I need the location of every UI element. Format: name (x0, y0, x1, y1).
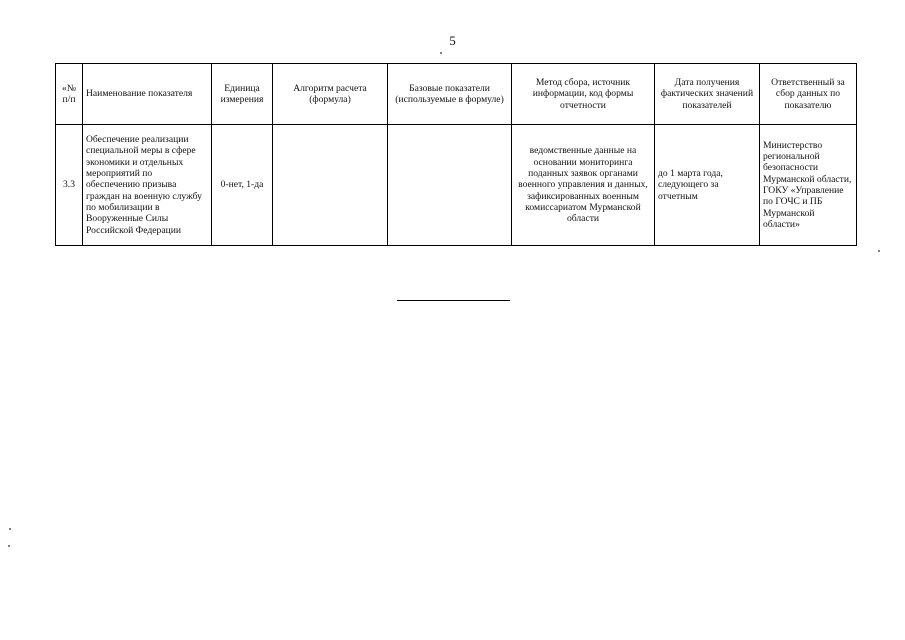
table-row (56, 125, 857, 246)
header-algorithm: Алгоритм расчета (формула) (273, 64, 388, 125)
indicator-table (55, 63, 857, 246)
cell-date: до 1 марта года, следующего за отчетным (655, 125, 760, 246)
header-unit: Единица измерения (212, 64, 273, 125)
cell-unit: 0-нет, 1-да (212, 125, 273, 246)
header-name: Наименование показателя (83, 64, 212, 125)
table-header-row (56, 64, 857, 125)
cell-algorithm (273, 125, 388, 246)
header-method: Метод сбора, источник информации, код формы отчетности (512, 64, 655, 125)
scan-speck (878, 250, 880, 252)
header-num: «№ п/п (56, 64, 83, 125)
cell-base (388, 125, 512, 246)
end-divider (397, 300, 510, 301)
header-responsible: Ответственный за сбор данных по показателю (760, 64, 857, 125)
page-number: 5 (449, 33, 456, 48)
header-date: Дата получения фактических значений показателей (655, 64, 760, 125)
cell-num: 3.3 (56, 125, 83, 246)
scan-speck (9, 528, 11, 530)
scan-speck (440, 52, 442, 54)
header-base: Базовые показатели (используемые в формуле) (388, 64, 512, 125)
cell-responsible: Министерство региональной безопасности Мурманской области, ГОКУ «Управление по ГОЧС и ПБ Мурманской области» (760, 125, 857, 246)
scan-speck (8, 545, 10, 547)
cell-name: Обеспечение реализации специальной меры в сфере экономики и отдельных мероприятий по обеспечению призыва граждан на военную службу по мобилизации в Вооруженные Силы Российской Федерации (83, 125, 212, 246)
cell-method: ведомственные данные на основании мониторинга поданных заявок органами военного управления и данных, зафиксированных военным комиссариатом Мурманской области (512, 125, 655, 246)
